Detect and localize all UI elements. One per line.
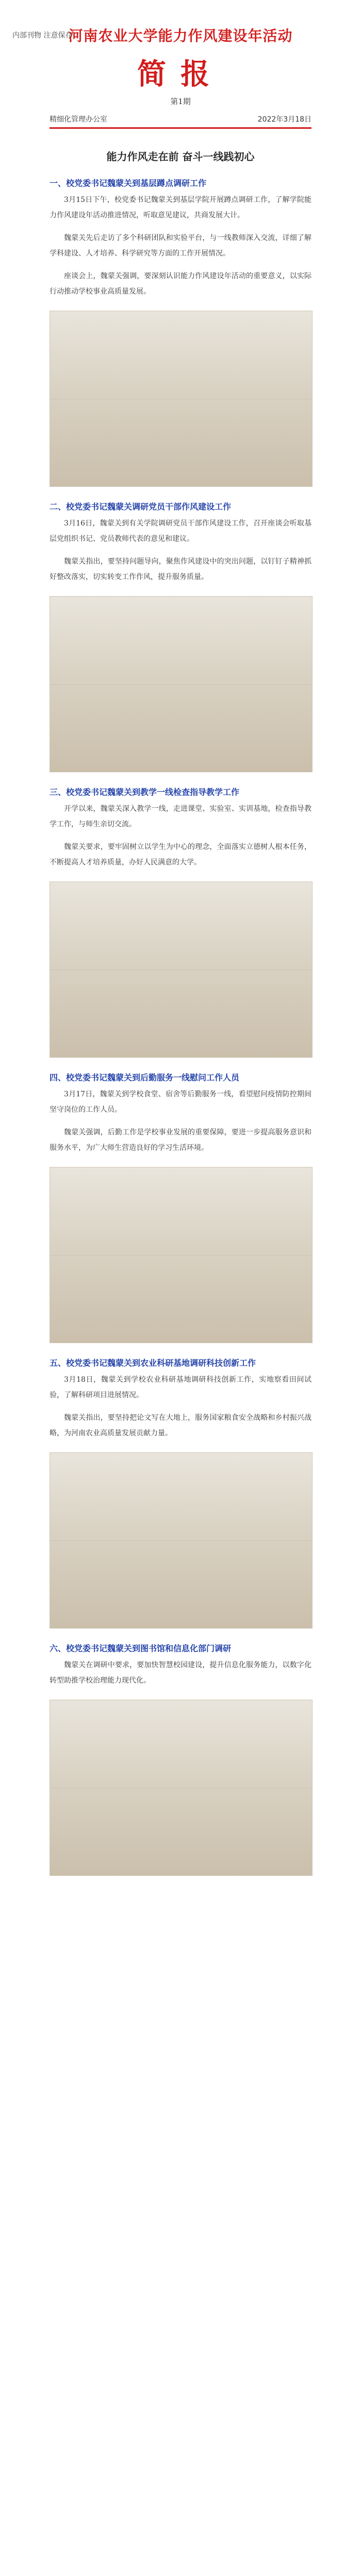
org-name: 河南农业大学能力作风建设年活动	[68, 27, 293, 44]
issue-number: 第1期	[170, 97, 191, 106]
internal-note: 内部刊物 注意保存	[12, 31, 73, 40]
issue-meta	[50, 114, 311, 124]
editor-unit: 精细化管理办公室	[50, 115, 107, 124]
news-photo	[50, 311, 313, 487]
news-photo	[50, 1700, 313, 1876]
news-photo	[50, 1452, 313, 1629]
issue-date: 2022年3月18日	[257, 115, 311, 124]
news-photo	[50, 596, 313, 772]
section-title: 三、校党委书记魏蒙关到教学一线检查指导教学工作	[50, 787, 240, 797]
paragraph: 3月18日，魏蒙关到学校农业科研基地调研科技创新工作，实地察看田间试验，了解科研项目进展情况。	[50, 1376, 311, 1399]
paragraph: 魏蒙关在调研中要求，要加快智慧校园建设，提升信息化服务能力，以数字化转型助推学校治理能力现代化。	[50, 1661, 311, 1685]
section-title: 五、校党委书记魏蒙关到农业科研基地调研科技创新工作	[50, 1358, 256, 1368]
paragraph: 魏蒙关强调，后勤工作是学校事业发展的重要保障，要进一步提高服务意识和服务水平，为广大师生营造良好的学习生活环境。	[50, 1128, 311, 1152]
section-title: 二、校党委书记魏蒙关调研党员干部作风建设工作	[50, 502, 232, 512]
bulletin-page	[0, 25, 361, 2576]
paragraph: 3月16日，魏蒙关到有关学院调研党员干部作风建设工作，召开座谈会听取基层党组织书记、党员教师代表的意见和建议。	[50, 519, 311, 543]
news-photo	[50, 1167, 313, 1343]
main-headline: 能力作风走在前 奋斗一线践初心	[106, 150, 255, 163]
paragraph: 座谈会上，魏蒙关强调，要深刻认识能力作风建设年活动的重要意义，以实际行动推动学校事业高质量发展。	[50, 272, 311, 296]
paragraph: 3月15日下午，校党委书记魏蒙关到基层学院开展蹲点调研工作，了解学院能力作风建设年活动推进情况，听取意见建议，共商发展大计。	[50, 196, 311, 219]
section-title: 一、校党委书记魏蒙关到基层蹲点调研工作	[50, 178, 207, 188]
section-title: 六、校党委书记魏蒙关到图书馆和信息化部门调研	[50, 1643, 232, 1653]
paragraph: 魏蒙关指出，要坚持问题导向，聚焦作风建设中的突出问题，以钉钉子精神抓好整改落实，切实转变工作作风，提升服务质量。	[50, 557, 311, 581]
section-title: 四、校党委书记魏蒙关到后勤服务一线慰问工作人员	[50, 1073, 240, 1082]
paragraph: 开学以来，魏蒙关深入教学一线，走进课堂、实验室、实训基地，检查指导教学工作，与师生亲切交流。	[50, 805, 311, 828]
bulletin-title: 简报	[137, 57, 224, 91]
paragraph: 3月17日，魏蒙关到学校食堂、宿舍等后勤服务一线，看望慰问疫情防控期间坚守岗位的工作人员。	[50, 1090, 311, 1114]
paragraph: 魏蒙关指出，要坚持把论文写在大地上，服务国家粮食安全战略和乡村振兴战略，为河南农业高质量发展贡献力量。	[50, 1414, 311, 1437]
masthead-rule	[50, 127, 311, 129]
paragraph: 魏蒙关先后走访了多个科研团队和实验平台，与一线教师深入交流，详细了解学科建设、人才培养、科学研究等方面的工作开展情况。	[50, 234, 311, 258]
masthead	[50, 25, 311, 93]
paragraph: 魏蒙关要求，要牢固树立以学生为中心的理念，全面落实立德树人根本任务，不断提高人才培养质量，办好人民满意的大学。	[50, 843, 311, 867]
news-photo	[50, 882, 313, 1058]
